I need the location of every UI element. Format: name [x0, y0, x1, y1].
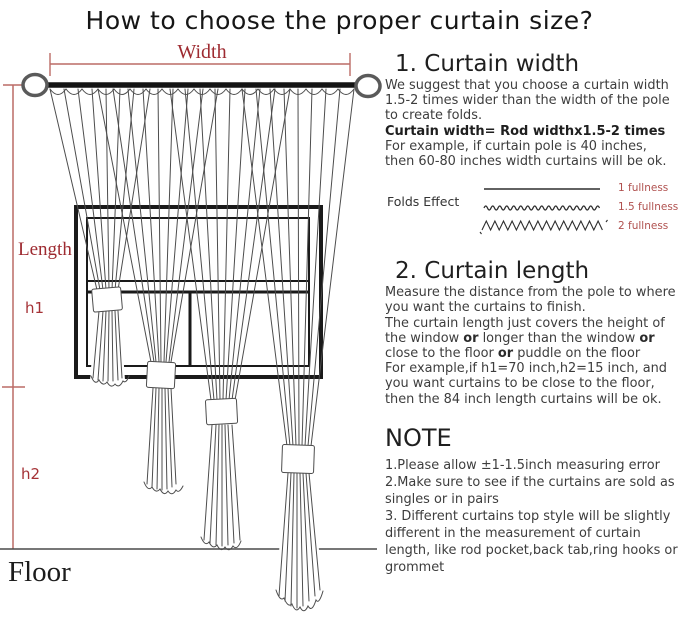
- or-emphasis: or: [639, 330, 655, 346]
- page-title: How to choose the proper curtain size?: [85, 6, 594, 35]
- note-item-3: 3. Different curtains top style will be slightly different in the measurement of curtain length, like rod pocket,back tab,ring hooks or grommet: [385, 508, 678, 575]
- length-p2-text: The curtain length just covers the height of the window: [385, 315, 665, 346]
- fullness-1-5-wave-icon: [480, 202, 608, 214]
- length-p2-text: close to the floor: [385, 346, 498, 362]
- width-paragraph-1: We suggest that you choose a curtain width 1.5-2 times wider than the width of the pole to create folds.: [385, 78, 670, 124]
- section-2-heading: 2. Curtain length: [395, 258, 590, 285]
- length-paragraph-3: For example,if h1=70 inch,h2=15 inch, and you want curtains to be close to the floor, then the 84 inch length curtains will be ok.: [385, 361, 667, 407]
- fullness-1-5-label: 1.5 fullness: [618, 201, 679, 214]
- curtain-ring-right: [356, 76, 380, 97]
- fullness-2-zigzag-icon: [480, 217, 608, 237]
- fullness-2-label: 2 fullness: [618, 220, 669, 233]
- tieback-band-3: [205, 398, 237, 425]
- length-label: Length: [18, 239, 72, 260]
- folds-effect: [385, 179, 679, 239]
- h1-label: h1: [25, 299, 45, 317]
- section-1-heading: 1. Curtain width: [395, 51, 580, 77]
- length-p2-text: longer than the window: [478, 330, 640, 346]
- note-item-1: 1.Please allow ±1-1.5inch measuring error: [385, 457, 660, 473]
- curtain-ring-left: [23, 75, 47, 96]
- note-list: [385, 457, 679, 576]
- length-p2-text: puddle on the floor: [513, 346, 641, 362]
- fullness-row-3: [385, 217, 679, 236]
- h2-label: h2: [21, 465, 41, 483]
- tieback-band-2: [146, 361, 175, 388]
- width-paragraph-2: For example, if curtain pole is 40 inches, then 60-80 inches width curtains will be ok.: [385, 138, 667, 170]
- note-item-2: 2.Make sure to see if the curtains are sold as singles or in pairs: [385, 474, 675, 507]
- fullness-1-line-icon: [480, 182, 608, 196]
- tieback-band-1: [92, 287, 123, 312]
- or-emphasis: or: [463, 330, 479, 346]
- note-heading: NOTE: [385, 423, 452, 452]
- tieback-band-4: [282, 444, 315, 473]
- floor-label: Floor: [8, 556, 71, 588]
- length-paragraph-1: Measure the distance from the pole to where you want the curtains to finish.: [385, 285, 676, 316]
- or-emphasis: or: [497, 346, 514, 362]
- folds-effect-label: Folds Effect: [387, 194, 460, 210]
- length-paragraph-2: [385, 316, 679, 362]
- width-formula: Curtain width= Rod widthx1.5-2 times: [385, 123, 666, 139]
- fullness-1-label: 1 fullness: [618, 182, 669, 195]
- width-label: Width: [177, 41, 227, 63]
- instructions-column: [385, 50, 679, 576]
